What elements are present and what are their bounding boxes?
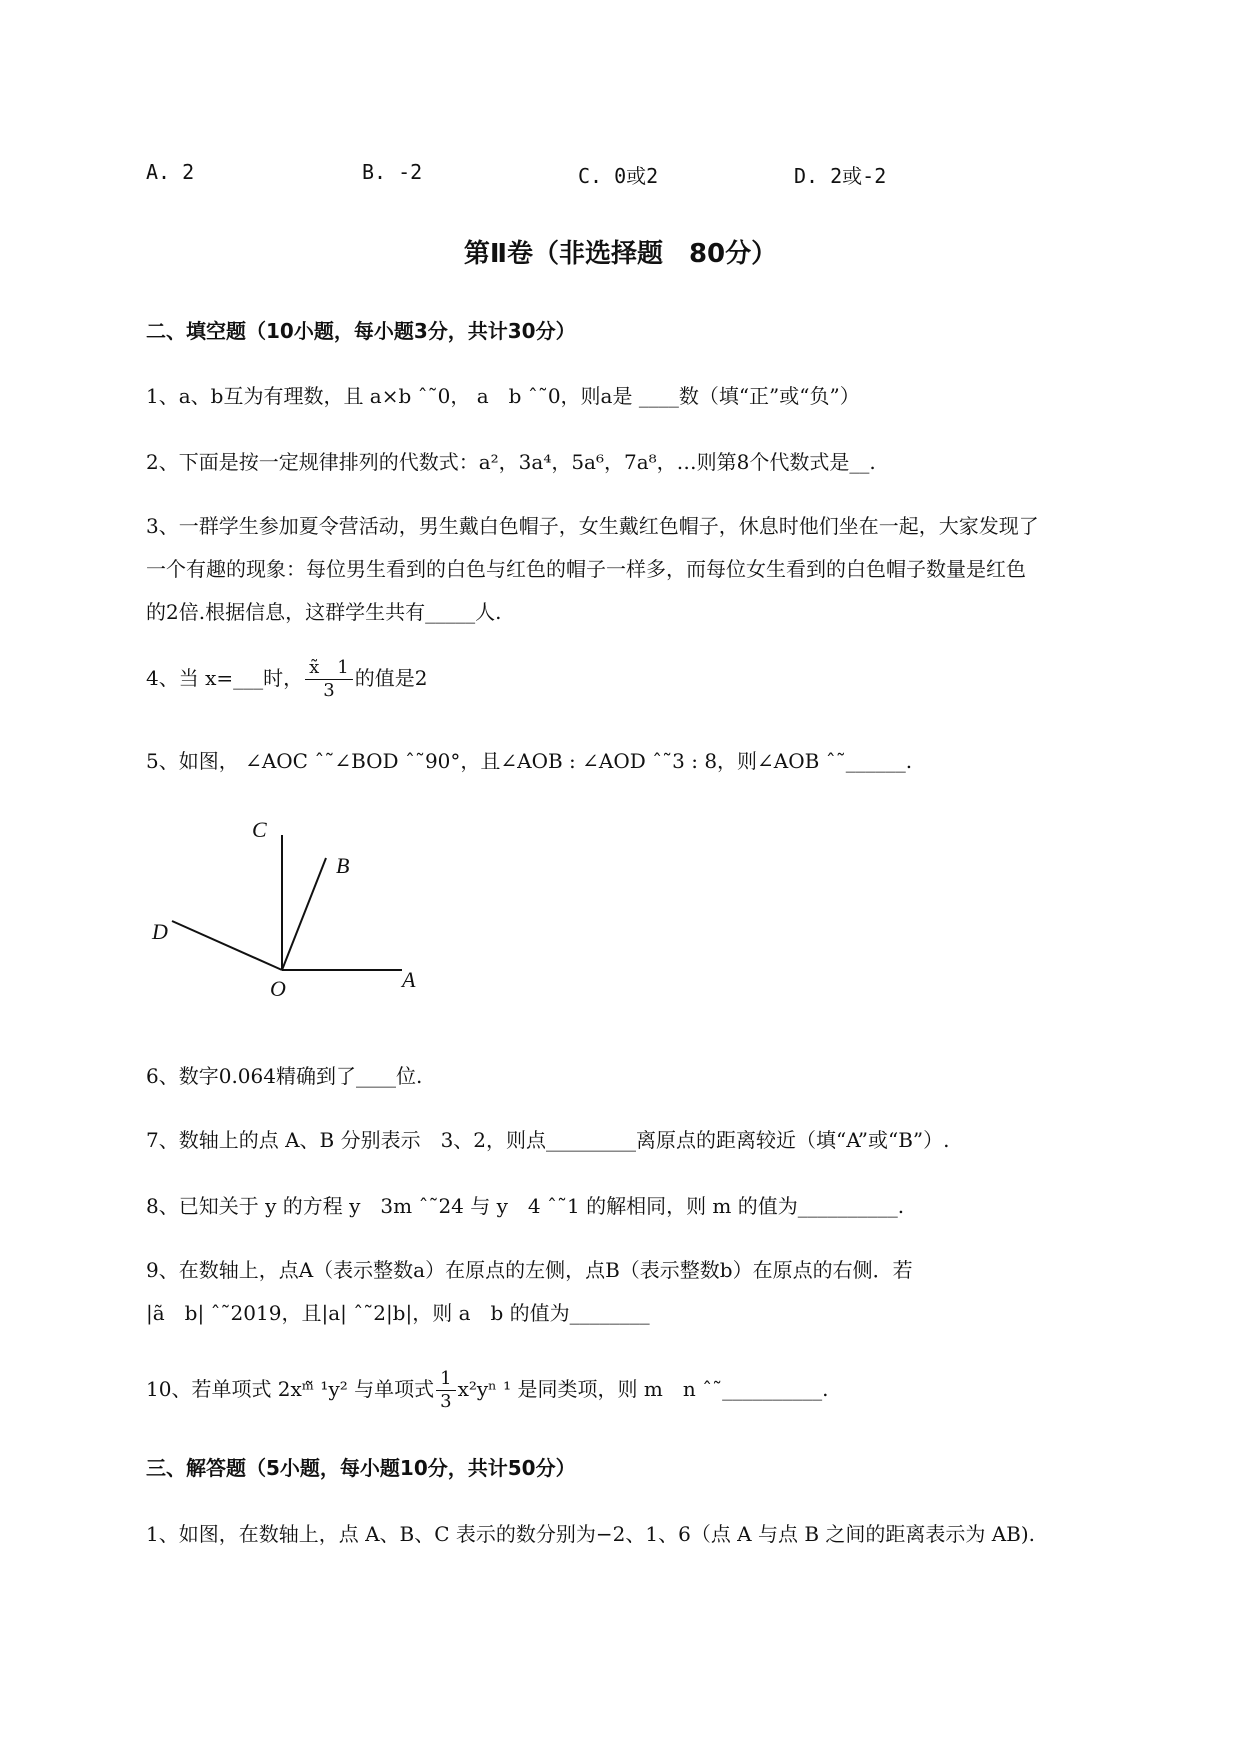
ray-ob xyxy=(282,858,326,970)
part-title: 第Ⅱ卷（非选择题 80分） xyxy=(463,239,778,269)
question-5: 5、如图， ∠AOC ˆ˜∠BOD ˆ˜90°，且∠AOB : ∠AOD ˆ˜3 : 8，则∠AOB ˆ˜______. xyxy=(146,749,913,773)
question-10 xyxy=(146,1368,828,1413)
question-3-line-1: 3、一群学生参加夏令营活动，男生戴白色帽子，女生戴红色帽子，休息时他们坐在一起，大家发现了 xyxy=(146,514,1039,538)
question-solve-1: 1、如图，在数轴上，点 A、B、C 表示的数分别为−2、1、6（点 A 与点 B 之间的距离表示为 AB). xyxy=(146,1522,1036,1546)
question-4-fraction xyxy=(305,657,353,702)
ray-od xyxy=(172,921,282,970)
choice-d: D. 2或-2 xyxy=(794,164,887,188)
question-3-line-2: 一个有趣的现象：每位男生看到的白色与红色的帽子一样多，而每位女生看到的白色帽子数量是红色 xyxy=(146,557,1026,581)
label-o: O xyxy=(270,976,286,1001)
question-9-line-1: 9、在数轴上，点A（表示整数a）在原点的左侧，点B（表示整数b）在原点的右侧．若 xyxy=(146,1258,913,1282)
section-heading-solve: 三、解答题（5小题，每小题10分，共计50分） xyxy=(146,1456,576,1480)
question-7: 7、数轴上的点 A、B 分别表示 3、2，则点_________离原点的距离较近（填“A”或“B”）. xyxy=(146,1128,950,1152)
label-d: D xyxy=(152,919,168,944)
choice-c: C. 0或2 xyxy=(578,164,659,188)
choice-a: A. 2 xyxy=(146,160,195,184)
question-9-line-2: |ã b| ˆ˜2019，且|a| ˆ˜2|b|，则 a b 的值为________ xyxy=(146,1301,650,1325)
question-2: 2、下面是按一定规律排列的代数式：a²，3a⁴，5a⁶，7a⁸，…则第8个代数式是__. xyxy=(146,450,876,474)
question-4-numerator: x̃ 1 xyxy=(305,657,353,680)
question-10-prefix: 10、若单项式 2xᵐ̃ ¹y² 与单项式 xyxy=(146,1377,435,1401)
question-10-numerator: 1 xyxy=(436,1368,455,1391)
question-4-prefix: 4、当 x=___时， xyxy=(146,666,304,690)
label-b: B xyxy=(336,853,350,878)
question-4 xyxy=(146,657,427,702)
angle-figure xyxy=(140,815,440,1015)
label-c: C xyxy=(252,817,267,842)
question-4-suffix: 的值是2 xyxy=(354,666,428,690)
section-heading-fill-in: 二、填空题（10小题，每小题3分，共计30分） xyxy=(146,319,576,343)
question-4-denominator: 3 xyxy=(323,680,335,701)
question-1: 1、a、b互为有理数，且 a×b ˆ˜0， a b ˆ˜0，则a是 ____数（填“正”或“负”） xyxy=(146,384,860,408)
question-10-suffix: x²yⁿ ¹ 是同类项，则 m n ˆ˜__________. xyxy=(457,1377,829,1401)
choice-b: B. -2 xyxy=(362,160,423,184)
question-8: 8、已知关于 y 的方程 y 3m ˆ˜24 与 y 4 ˆ˜1 的解相同，则 m 的值为__________. xyxy=(146,1194,905,1218)
label-a: A xyxy=(402,967,416,992)
question-6: 6、数字0.064精确到了____位. xyxy=(146,1064,423,1088)
question-3-line-3: 的2倍.根据信息，这群学生共有_____人. xyxy=(146,600,502,624)
question-10-fraction xyxy=(436,1368,455,1413)
question-10-denominator: 3 xyxy=(440,1391,452,1412)
